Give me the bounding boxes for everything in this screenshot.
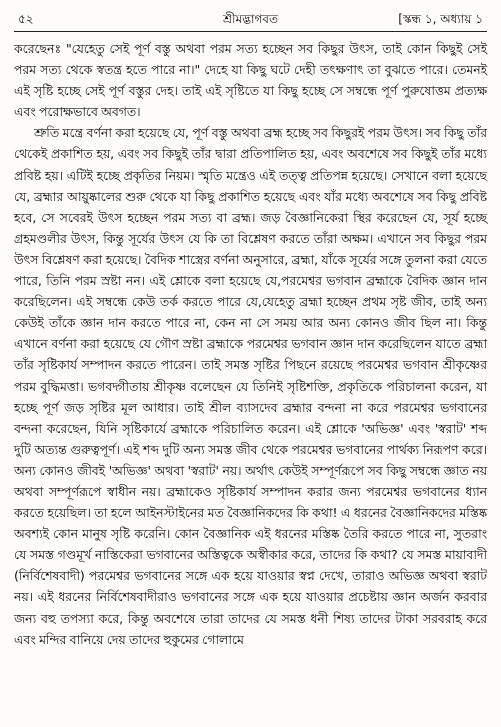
- paragraph-2: শ্রুতি মন্ত্রে বর্ণনা করা হয়েছে যে, পূর্ণ বস্তু অথবা ব্রহ্ম হচ্ছে সব কিছুরই পরম উৎস। সব কিছু তাঁর থেকেই প্রকাশিত হয়, এবং সব কিছুই তাঁর দ্বারা প্রতিপালিত হয়, এবং অবশেষে সব কিছুই তাঁর মধ্যে প্রবিষ্ট হয়। এটিই হচ্ছে প্রকৃতির নিয়ম। স্মৃতি মন্ত্রেও এই তত্ত্ব প্রতিপন্ন হয়েছে। সেখানে বলা হয়েছে যে, ব্রহ্মার আয়ুষ্কালের শুরু থেকে যা কিছু প্রকাশিত হয়েছে এবং যাঁর মধ্যে অবশেষে সব কিছু প্রবিষ্ট হবে, সে সবেরই উৎস হচ্ছেন পরম সত্য বা ব্রহ্ম। জড় বৈজ্ঞানিকেরা স্থির করেছেন যে, সূর্য হচ্ছে গ্রহমণ্ডলীর উৎস, কিন্তু সূর্যের উৎস যে কি তা বিশ্লেষণ করতে তাঁরা অক্ষম। এখানে সব কিছুর পরম উৎস বিশ্লেষণ করা হয়েছে। বৈদিক শাস্ত্রের বর্ণনা অনুসারে, ব্রহ্মা, যাঁকে সূর্যের সঙ্গে তুলনা করা যেতে পারে, তিনি পরম স্রষ্টা নন। এই শ্লোকে বলা হয়েছে যে,পরমেশ্বর ভগবান ব্রহ্মাকে বৈদিক জ্ঞান দান করেছিলেন। এই সম্বন্ধে কেউ তর্ক করতে পারে যে,যেহেতু ব্রহ্মা হচ্ছেন প্রথম সৃষ্ট জীব, তাই অন্য কেউই তাঁকে জ্ঞান দান করতে পারে না, কেন না সে সময় আর অন্য কোনও জীব ছিল না। কিন্তু এখানে বর্ণনা করা হয়েছে যে গৌণ স্রষ্টা ব্রহ্মাকে পরমেশ্বর ভগবান জ্ঞান দান করেছিলেন যাতে ব্রহ্মা তাঁর সৃষ্টিকার্য সম্পাদন করতে পারেন। তাই সমস্ত সৃষ্টির পিছনে রয়েছে পরমেশ্বর ভগবান শ্রীকৃষ্ণের পরম বুদ্ধিমত্তা। ভগবদ্গীতায় শ্রীকৃষ্ণ বলেছেন যে তিনিই সৃষ্টিশক্তি, প্রকৃতিকে পরিচালনা করেন, যা হচ্ছে পূর্ণ জড় সৃষ্টির মূল আধার। তাই শ্রীল ব্যাসদেব ব্রহ্মার বন্দনা না করে পরমেশ্বর ভগবানের বন্দনা করেছেন, যিনি সৃষ্টিকার্যে ব্রহ্মাকে পরিচালিত করেন। এই শ্লোকে 'অভিজ্ঞ' এবং 'স্বরাট' শব্দ দুটি অত্যন্ত গুরুত্বপূর্ণ। এই শব্দ দুটি অন্য সমস্ত জীব থেকে পরমেশ্বর ভগবানের পার্থক্য নিরূপণ করে। অন্য কোনও জীবই 'অভিজ্ঞ' অথবা 'স্বরাট' নয়। অর্থাৎ কেউই সম্পূর্ণরূপে সব কিছু সম্বন্ধে জ্ঞাত নয় অথবা সম্পূর্ণরূপে স্বাধীন নয়। ব্রহ্মাকেও সৃষ্টিকার্য সম্পাদন করার জন্য পরমেশ্বর ভগবানের ধ্যান করতে হয়েছিল। তা হলে আইনস্টাইনের মত বৈজ্ঞানিকদের কি কথা! এ ধরনের বৈজ্ঞানিকদের মস্তিষ্ক অবশ্যই কোন মানুষ সৃষ্টি করেনি। কোন বৈজ্ঞানিক এই ধরনের মস্তিষ্ক তৈরি করতে পারে না, সুতরাং যে সমস্ত গণ্ডমূর্খ নাস্তিকেরা ভগবানের অস্তিত্বকে অস্বীকার করে, তাদের কি কথা? যে সমস্ত মায়াবাদী (নির্বিশেষবাদী) পরমেশ্বর ভগবানের সঙ্গে এক হয়ে যাওয়ার স্বপ্ন দেখে, তারাও অভিজ্ঞ অথবা স্বরাট নয়। এই ধরনের নির্বিশেষবাদীরাও ভগবানের সঙ্গে এক হয়ে যাওয়ার প্রচেষ্টায় জ্ঞান অর্জন করবার জন্য বহু তপস্যা করে, কিন্তু অবশেষে তারা তাদের যে সমস্ত ধনী শিষ্য তাদের টাকা সরবরাহ করে এবং মন্দির বানিয়ে দেয় তাদের হুকুমের গোলামে: [14, 125, 487, 647]
- paragraph-1: করেছেনঃ "যেহেতু সেই পূর্ণ বস্তু অথবা পরম সত্য হচ্ছেন সব কিছুর উৎস, তাই কোন কিছুই সেই পরম সত্য থেকে স্বতন্ত্র হতে পারে না।" দেহে যা কিছু ঘটে দেহী তৎক্ষণাৎ তা বুঝতে পারে। তেমনই এই সৃষ্টি হচ্ছে সেই পূর্ণ বস্তুর দেহ। তাই এই সৃষ্টিতে যা কিছু হচ্ছে সে সম্বন্ধে পূর্ণ পুরুষোত্তম প্রত্যক্ষ এবং পরোক্ষভাবে অবগত।: [14, 41, 487, 120]
- page-header: [14, 10, 487, 28]
- chapter-reference: [স্কন্ধ ১, অধ্যায় ১: [398, 12, 483, 26]
- header-rule: [14, 31, 487, 32]
- page-body: [14, 38, 487, 650]
- running-title: শ্রীমদ্ভাগবত: [222, 12, 278, 26]
- page-number: ৫২: [18, 12, 34, 26]
